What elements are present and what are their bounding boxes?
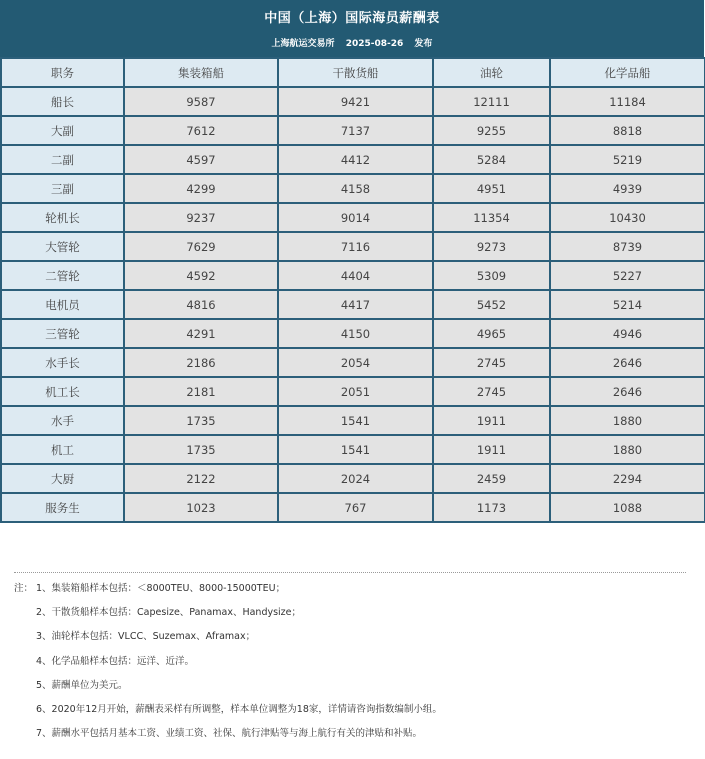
publish-date: 2025-08-26 <box>345 39 404 49</box>
position-cell: 电机员 <box>1 290 124 319</box>
position-cell: 服务生 <box>1 493 124 522</box>
table-row <box>1 232 705 261</box>
table-row <box>1 290 705 319</box>
salary-cell: 9014 <box>278 203 433 232</box>
note-item: 6、2020年12月开始，薪酬表采样有所调整，样本单位调整为18家，详情请咨询指数编制小组。 <box>36 704 442 715</box>
salary-cell: 1911 <box>433 406 550 435</box>
column-header-container-ship: 集装箱船 <box>124 58 278 87</box>
position-cell: 轮机长 <box>1 203 124 232</box>
salary-cell: 4412 <box>278 145 433 174</box>
salary-cell: 1735 <box>124 435 278 464</box>
table-row <box>1 261 705 290</box>
salary-cell: 11184 <box>550 87 705 116</box>
salary-cell: 4299 <box>124 174 278 203</box>
position-cell: 大管轮 <box>1 232 124 261</box>
position-cell: 水手 <box>1 406 124 435</box>
salary-cell: 8818 <box>550 116 705 145</box>
position-cell: 三管轮 <box>1 319 124 348</box>
table-row <box>1 87 705 116</box>
salary-cell: 767 <box>278 493 433 522</box>
table-row <box>1 493 705 522</box>
column-header-tanker: 油轮 <box>433 58 550 87</box>
salary-cell: 4965 <box>433 319 550 348</box>
table-row <box>1 435 705 464</box>
table-row <box>1 116 705 145</box>
note-item: 2、干散货船样本包括：Capesize、Panamax、Handysize； <box>36 607 302 618</box>
salary-cell: 9273 <box>433 232 550 261</box>
position-cell: 二副 <box>1 145 124 174</box>
salary-cell: 1541 <box>278 406 433 435</box>
salary-cell: 1541 <box>278 435 433 464</box>
position-cell: 三副 <box>1 174 124 203</box>
position-cell: 机工长 <box>1 377 124 406</box>
salary-cell: 4597 <box>124 145 278 174</box>
publish-info <box>0 36 704 49</box>
salary-cell: 4158 <box>278 174 433 203</box>
salary-cell: 1023 <box>124 493 278 522</box>
salary-cell: 9255 <box>433 116 550 145</box>
salary-cell: 12111 <box>433 87 550 116</box>
table-row <box>1 203 705 232</box>
salary-cell: 2024 <box>278 464 433 493</box>
table-row <box>1 377 705 406</box>
salary-cell: 5219 <box>550 145 705 174</box>
column-header-position: 职务 <box>1 58 124 87</box>
salary-cell: 4592 <box>124 261 278 290</box>
salary-cell: 5284 <box>433 145 550 174</box>
salary-cell: 1088 <box>550 493 705 522</box>
page-title: 中国（上海）国际海员薪酬表 <box>264 11 440 26</box>
table-row <box>1 348 705 377</box>
publish-action: 发布 <box>414 39 433 49</box>
notes-divider <box>14 572 686 573</box>
table-row <box>1 174 705 203</box>
salary-cell: 5452 <box>433 290 550 319</box>
table-row <box>1 464 705 493</box>
salary-cell: 4946 <box>550 319 705 348</box>
position-cell: 船长 <box>1 87 124 116</box>
salary-cell: 1880 <box>550 406 705 435</box>
salary-cell: 2181 <box>124 377 278 406</box>
position-cell: 机工 <box>1 435 124 464</box>
salary-cell: 5227 <box>550 261 705 290</box>
salary-cell: 2459 <box>433 464 550 493</box>
salary-cell: 2122 <box>124 464 278 493</box>
salary-cell: 2646 <box>550 348 705 377</box>
position-cell: 大副 <box>1 116 124 145</box>
salary-cell: 4939 <box>550 174 705 203</box>
salary-cell: 2294 <box>550 464 705 493</box>
salary-cell: 7629 <box>124 232 278 261</box>
column-header-bulk-carrier: 干散货船 <box>278 58 433 87</box>
note-item: 4、化学品船样本包括：远洋、近洋。 <box>36 656 195 667</box>
salary-cell: 1880 <box>550 435 705 464</box>
salary-cell: 7612 <box>124 116 278 145</box>
salary-cell: 2186 <box>124 348 278 377</box>
salary-cell: 9587 <box>124 87 278 116</box>
note-item: 3、油轮样本包括：VLCC、Suzemax、Aframax； <box>36 631 256 642</box>
salary-cell: 9421 <box>278 87 433 116</box>
salary-cell: 4816 <box>124 290 278 319</box>
position-cell: 水手长 <box>1 348 124 377</box>
salary-cell: 1173 <box>433 493 550 522</box>
table-row <box>1 145 705 174</box>
position-cell: 二管轮 <box>1 261 124 290</box>
header-banner <box>0 0 704 57</box>
publisher-name: 上海航运交易所 <box>271 39 335 49</box>
salary-cell: 4951 <box>433 174 550 203</box>
salary-cell: 9237 <box>124 203 278 232</box>
salary-cell: 1911 <box>433 435 550 464</box>
table-header-row <box>1 58 705 87</box>
salary-cell: 2054 <box>278 348 433 377</box>
salary-cell: 2745 <box>433 348 550 377</box>
table-row <box>1 319 705 348</box>
salary-cell: 4417 <box>278 290 433 319</box>
notes-prefix: 注： <box>14 583 34 594</box>
salary-table <box>0 57 705 523</box>
salary-cell: 11354 <box>433 203 550 232</box>
salary-cell: 4291 <box>124 319 278 348</box>
note-item: 注： 1、集装箱船样本包括：＜8000TEU、8000-15000TEU； <box>14 580 285 594</box>
salary-cell: 2051 <box>278 377 433 406</box>
salary-cell: 2745 <box>433 377 550 406</box>
salary-cell: 5214 <box>550 290 705 319</box>
salary-cell: 5309 <box>433 261 550 290</box>
salary-cell: 8739 <box>550 232 705 261</box>
salary-cell: 2646 <box>550 377 705 406</box>
column-header-chemical-tanker: 化学品船 <box>550 58 705 87</box>
salary-cell: 4150 <box>278 319 433 348</box>
salary-cell: 1735 <box>124 406 278 435</box>
salary-cell: 7137 <box>278 116 433 145</box>
note-item: 7、薪酬水平包括月基本工资、业绩工资、社保、航行津贴等与海上航行有关的津贴和补贴。 <box>36 728 423 739</box>
note-item: 5、薪酬单位为美元。 <box>36 680 128 691</box>
salary-cell: 7116 <box>278 232 433 261</box>
salary-cell: 10430 <box>550 203 705 232</box>
table-row <box>1 406 705 435</box>
salary-cell: 4404 <box>278 261 433 290</box>
position-cell: 大厨 <box>1 464 124 493</box>
